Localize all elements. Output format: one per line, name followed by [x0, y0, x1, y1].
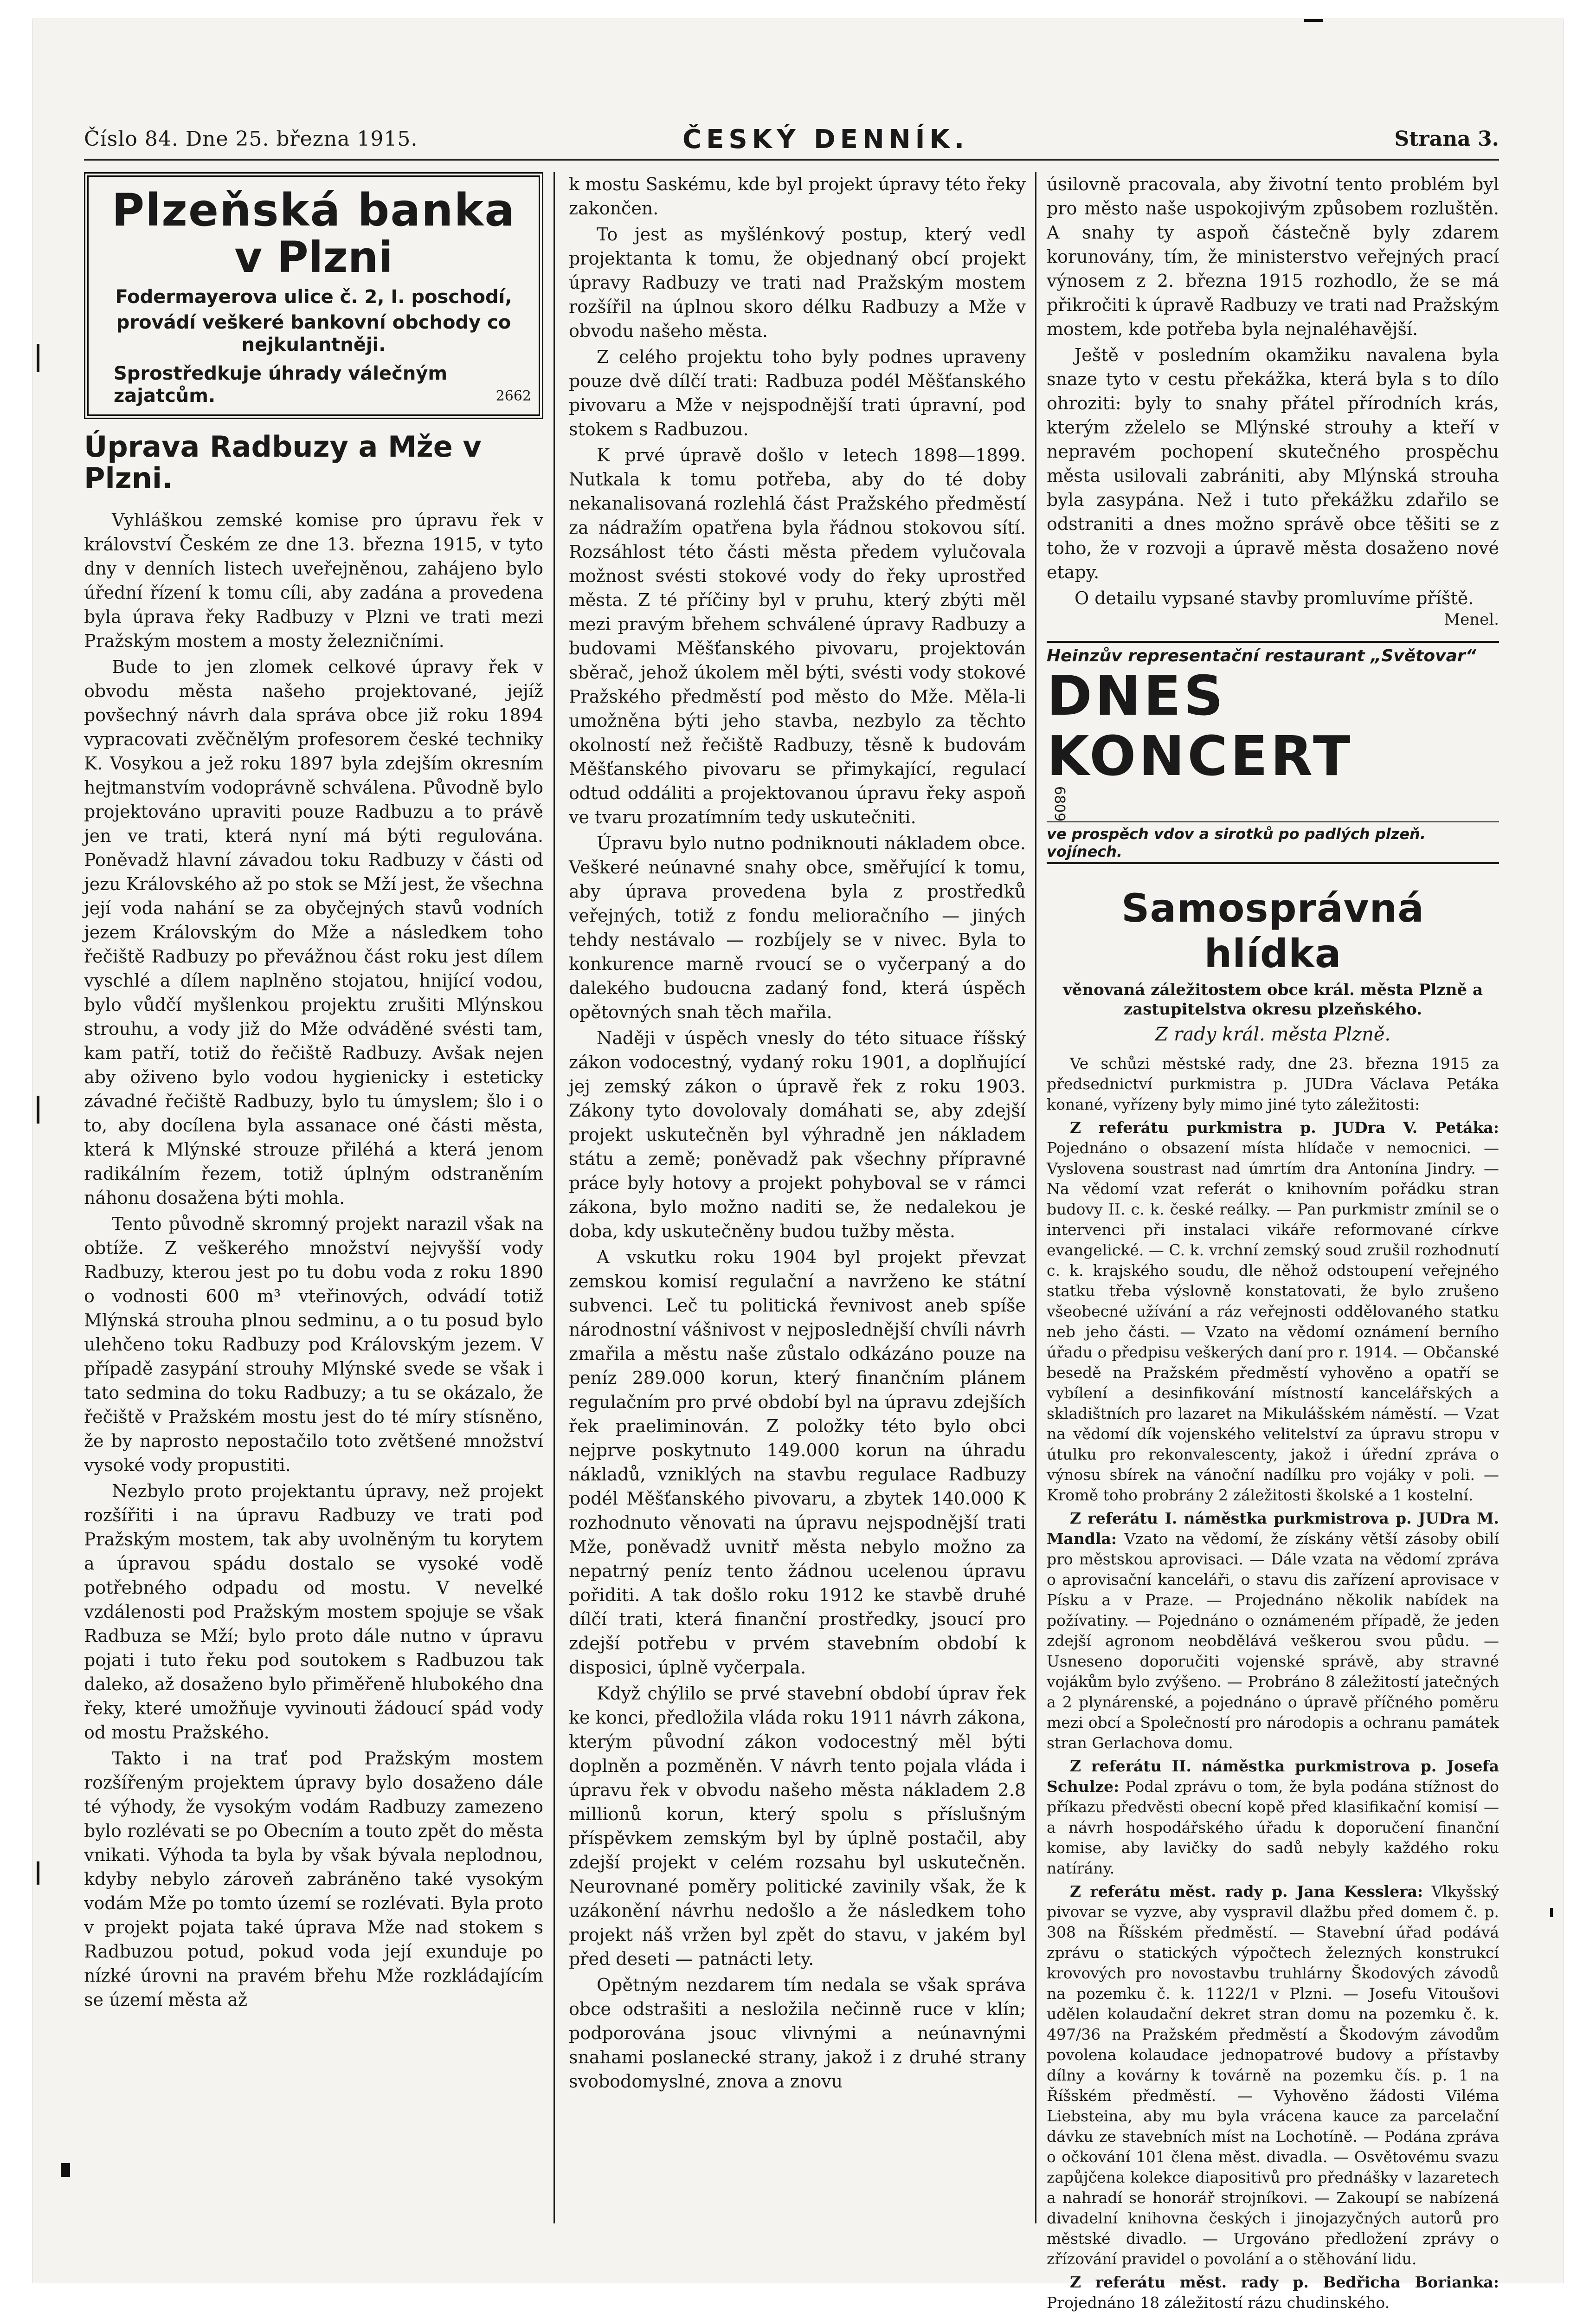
paragraph: k mostu Saskému, kde byl projekt úpravy této řeky zakončen.	[569, 174, 1026, 219]
paragraph: Naději v úspěch vnesly do této situace říšský zákon vodocestný, vydaný roku 1901, a doplňující jej zemský zákon o úpravě řek z roku 1903. Zákony tyto dovolovaly domáhati se, aby zdejší projekt uskutečněn byl výhradně jen nákladem státu a země; poněvadž pak všechny přípravné práce byly hotovy a projekt pohyboval se v rámci zákona, bylo možno naditi se, že nedalekou je doba, kdy uskutečněny budou tužby města.	[569, 1028, 1026, 1241]
author-signature: Menel.	[1444, 610, 1499, 629]
paragraph: Tento původně skromný projekt narazil však na obtíže. Z veškerého množství nejvyšší vody Radbuzy, kterou jest po tu dobu voda z roku 1890 o vodnosti 600 m³ vteřinových, odvádí totiž Mlýnská strouha plnou sedminu, a o tu posud bylo ulehčeno toku Radbuzy pod Královským jezem. V případě zasypání strouhy Mlýnské svede se však i tato sedmina do toku Radbuzy; a tu se okázalo, že řečiště v Pražském mostu jest do té míry stísněno, že by naprosto nepostačilo toto zvětšené množství vysoké vody propustiti.	[84, 1214, 543, 1475]
bank-advertisement	[84, 172, 543, 419]
ad-number: 6809	[1051, 786, 1068, 822]
restaurant-name: Heinzův representační restaurant „Světovar“	[1047, 646, 1476, 665]
scan-edge-mark	[1550, 1908, 1553, 1917]
report-paragraph: Z referátu měst. rady p. Jana Kesslera: Vlkyšský pivovar se vyzve, aby vyspravil dlažbu před domem č. p. 308 na Říšském předměstí. — Stavební úřad podává zprávu o statických výpočtech železných konstrukcí krovových pro novostavbu truhlárny Škodových závodů na pozemku č. k. 1122/1 v Plzni. — Josefu Vitoušovi udělen kolaudační dekret stran domu na pozemku č. k. 497/36 na Pražském předměstí a Škodovým závodům povolena kolaudace jednopatrové budovy a přístavby dílny a kovárny k továrně na pozemku čís. p. 1 na Říšském předměstí. — Vyhověno žádosti Viléma Liebsteina, aby mu byla vrácena kauce za parcelační dávku ze stavebních míst na Lochotíně. — Podána zpráva o očkování 101 člena měst. divadla. — Osvětovému svazu zapůjčena kolekce diapositivů pro přednášky v lazaretech a nahradí se honorář strojníkovi. — Zakoupí se nabízená divadelní knihovna českých i jinojazyčných autorů pro městské divadlo. — Urgováno předložení zprávy o zřízování pravidel o povolání a o stěhování lidu.	[1047, 1882, 1499, 2268]
scan-edge-mark	[37, 1861, 39, 1885]
paragraph: Nezbylo proto projektantu úpravy, než projekt rozšířiti i na úpravu Radbuzy ve trati pod Pražským mostem, tak aby uvolněným tu korytem a úpravou spádu dostalo se vysoké vodě potřebného odpadu od mostu. V nevelké vzdálenosti pod Pražským mostem spojuje se však Radbuza se Mží; bylo proto dále nutno v úpravu pojati i tuto řeku pod soutokem s Radbuzou tak daleko, až dosaženo bylo přiměřeně hlubokého dna řeky, které umožňuje vyvinouti žádoucí spád vody od mostu Pražského.	[84, 1481, 543, 1743]
paragraph: O detailu vypsané stavby promluvíme příště.	[1075, 588, 1474, 608]
paragraph: Úpravu bylo nutno podniknouti nákladem obce. Veškeré neúnavné snahy obce, směřující k tomu, aby úprava provedena byla z prostředků veřejných, totiž z fondu melioračního — jiných tehdy nestávalo — rozbíjely se v nivec. Byla to konkurence marně rvoucí se o vyčerpaný a do dalekého budoucna zadaný fond, která úspěch opětovných snah těch mařila.	[569, 833, 1026, 1022]
paragraph: Když chýlilo se prvé stavební období úprav řek ke konci, předložila vláda roku 1911 návrh zákona, kterým původní zákon vodocestný měl býti doplněn a pozměněn. V návrh tento pojala vláda i úpravu řek v obvodu našeho města nákladem 2.8 millionů korun, který spolu s příslušným příspěvkem zemským byl by úplně postačil, aby zdejší projekt v celém rozsahu byl uskutečněn. Neurovnané poměry politické zavinily však, že k uzákonění návrhu nedošlo a že následkem toho projekt náš vržen byl zpět do stavu, v jakém byl před deseti — patnácti lety.	[569, 1683, 1026, 1969]
council-report	[1047, 1053, 1499, 2313]
paragraph: Opětným nezdarem tím nedala se však správa obce odstrašiti a nesložila nečinně ruce v klín; podporována jsouc vlivnými a neúnavnými snahami poslanecké strany, jakož i z druhé strany svobodomyslné, znova a znovu	[569, 1975, 1026, 2092]
report-paragraph: Z referátu II. náměstka purkmistrova p. Josefa Schulze: Podal zprávu o tom, že byla podána stížnost do příkazu předvěsti obecní kopě před klasifikační komisí — a návrh hospodářského úřadu k doporučení finanční komise, aby lavičky do sadů nebyly každého roku natírány.	[1047, 1757, 1499, 1878]
paragraph: A vskutku roku 1904 byl projekt převzat zemskou komisí regulační a navrženo ke státní subvenci. Leč tu politická řevnivost aneb spíše národnostní vášnivost v nejposlednější chvíli návrh zmařila a městu naše zůstalo odkázáno pouze na peníz 289.000 korun, který finančním plánem regulačním pro prvé období byl na úpravu zdejších řek praeliminován. Z položky této bylo obci nejprve poskytnuto 149.000 korun na úhradu nákladů, vzniklých na stavbu regulace Radbuzy podél Měšťanského pivovaru, a zbytek 140.000 K rozhodnuto věnovati na úpravu nejspodnější trati Mže, poněvadž uvnitř města nebylo možno za nepatrný peníz tento žádnou ucelenou úpravu pořiditi. A tak došlo roku 1912 ke stavbě druhé dílčí trati, která finanční prostředky, jsoucí pro zdejší potřebu v prvém stavebním období k disposici, úplně vyčerpala.	[569, 1247, 1026, 1678]
scan-edge-mark	[1304, 19, 1323, 22]
ad-number: 2662	[496, 388, 531, 404]
column-2	[569, 172, 1026, 2237]
article-body-continued	[569, 172, 1026, 2093]
paragraph: úsilovně pracovala, aby životní tento problém byl pro město naše uspokojivým způsobem rozluštěn. A snahy ty aspoň částečně byly zdarem korunovány, tím, že ministerstvo veřejných prací výnosem z 2. března 1915 rozhodlo, že se má přikročiti k úpravě Radbuzy ve trati nad Pražským mostem, kde potřeba byla nejnaléhavější.	[1047, 174, 1499, 339]
bank-name: Plzeňská banka	[111, 184, 516, 236]
page-header	[84, 119, 1499, 161]
bank-city: v Plzni	[234, 233, 393, 282]
section-subheading: Z rady král. města Plzně.	[1155, 1024, 1391, 1046]
scan-edge-mark	[37, 1096, 39, 1124]
paragraph: Bude to jen zlomek celkové úpravy řek v obvodu města našeho projektované, jejíž povšechný návrh dala správa obce již roku 1894 vypracovati zvěčnělým profesorem české techniky K. Vosykou a jež roku 1897 byla zdejším okresním hejtmanstvím vodoprávně schválena. Původně bylo projektováno upraviti pouze Radbuzu a to právě jen ve trati, která nyní má býti regulována. Poněvadž hlavní závadou toku Radbuzy v části od jezu Královského až po stok se Mží jest, že všechna její voda nahání se za obyčejných stavů vodních jezem Královským do Mže a následkem toho řečiště Radbuzy po převážnou část roku jest dílem vyschlé a dílem naplněno stojatou, hnijící vodou, bylo vůdčí myšlenkou projektu zrušiti Mlýnskou strouhu, a vody již do Mže odváděné svésti tam, kam patří, totiž do řečiště Radbuzy. Avšak nejen aby oživeno bylo vodou hygienicky i esteticky závadné řečiště Radbuzy, bylo tu úmyslem; šlo i o to, aby docílena byla assanace oné části města, která k Mlýnské strouze přiléhá a která jenom radikálním řezem, totiž úplným odstraněním náhonu dosažena býti mohla.	[84, 657, 543, 1208]
bank-address: Fodermayerova ulice č. 2, I. poschodí,	[115, 286, 512, 308]
page-number: Strana 3.	[1394, 127, 1499, 151]
paragraph: K prvé úpravě došlo v letech 1898—1899. Nutkala k tomu potřeba, aby do té doby nekanalisovaná rozlehlá část Pražského předměstí za nádražím opatřena byla řádnou stokovou sítí. Rozsáhlost této části města předem vylučovala možnost svésti stokové vody do řeky uprostřed města. Z té příčiny byl v pruhu, který zbýti měl mezi pravým břehem schválené úpravy Radbuzy a budovami Měšťanského pivovaru, projektován sběrač, jehož úkolem měl býti, svésti vody stokové Pražského předměstí pod město do Mže. Měla-li umožněna býti jeho stavba, nezbylo za těchto okolností než řečiště Radbuzy, těsně k budovám Měšťanského pivovaru se přimykající, regulací odtud oddáliti a projektovanou úpravu řeky aspoň ve tvaru prozatímním tedy uskutečniti.	[569, 445, 1026, 827]
restaurant-advertisement	[1047, 641, 1499, 864]
issue-date: Číslo 84. Dne 25. března 1915.	[84, 127, 418, 151]
bank-services: provádí veškeré bankovní obchody co nejkulantněji.	[116, 312, 511, 355]
article-headline: Úprava Radbuzy a Mže v Plzni.	[84, 430, 482, 495]
bank-pow-note: Sprostředkuje úhrady válečným zajatcům.	[114, 363, 448, 407]
paragraph: Z celého projektu toho byly podnes upraveny pouze dvě dílčí trati: Radbuza podél Měšťanského pivovaru a Mže v nejspodnější trati úpravní, pod stokem s Radbuzou.	[569, 347, 1026, 439]
section-title: Samosprávná hlídka	[1121, 885, 1424, 977]
column-rule	[553, 172, 555, 2223]
report-paragraph: Ve schůzi městské rady, dne 23. března 1915 za předsednictví purkmistra p. JUDra Václava Petáka konané, vyřízeny byly mimo jiné tyto záležitosti:	[1047, 1054, 1499, 1114]
scan-edge-mark	[37, 344, 39, 372]
column-3	[1047, 172, 1499, 2312]
scan-edge-mark	[61, 2163, 70, 2177]
paragraph: To jest as myšlénkový postup, který vedl projektanta k tomu, že objednaný obcí projekt úpravy Radbuzy ve trati nad Pražským mostem rozšířil na úplnou skoro délku Radbuzy a Mže v obvodu našeho města.	[569, 224, 1026, 341]
column-1	[84, 172, 543, 2237]
masthead-title: ČESKÝ DENNÍK.	[682, 124, 969, 155]
section-subtitle: věnovaná záležitostem obce král. města Plzně a zastupitelstva okresu plzeňského.	[1063, 981, 1483, 1019]
newspaper-page	[32, 19, 1564, 2312]
paragraph: Ještě v posledním okamžiku navalena byla snaze tyto v cestu překážka, která byla s to dílo ohroziti: byly to snahy přátel přírodních krás, kterým zželelo se Mlýnské strouhy a kteří v nepravém pochopení skutečného prospěchu města usilovali zabrániti, aby Mlýnská strouha byla zasypána. Než i tuto překážku zdařilo se odstraniti a dnes možno správě obce těšiti se z toho, že v rozvoji a úpravě města dosaženo nové etapy.	[1047, 345, 1499, 582]
concert-headline: DNES KONCERT	[1047, 664, 1353, 788]
report-paragraph: Z referátu purkmistra p. JUDra V. Petáka: Pojednáno o obsazení místa hlídače v nemocnici. — Vyslovena soustrast nad úmrtím dra Antonína Jindry. — Na vědomí vzat referát o knihovním pořádku stran budovy II. c. k. české reálky. — Pan purkmistr zmínil se o intervenci při instalaci vikáře reformované církve evangelické. — C. k. vrchní zemský soud zrušil rozhodnutí c. k. krajského soudu, dle něhož odstoupení veřejného statku třeba výslovně konstatovati, že bylo zrušeno všeobecné užívání a ráz veřejnosti oddělovaného statku neb jeho části. — Vzato na vědomí oznámení berního úřadu o předpisu veškerých daní pro r. 1914. — Občanské besedě na Pražském předměstí vyhověno a opatří se vybílení a desinfikování místností kancelářských a skladištních pro lazaret na Mikulášském náměstí. — Vzat na vědomí dík vojenského velitelství za úpravu stropu v útulku pro rekonvalescenty, jakož i úřední zpráva o výnosu sbírek na vánoční nadílku pro vojáky v poli. — Kromě toho probrány 2 záležitosti školské a 1 kostelní.	[1047, 1118, 1499, 1505]
concert-purpose: ve prospěch vdov a sirotků po padlých plzeň. vojínech.	[1047, 821, 1499, 860]
paragraph: Takto i na trať pod Pražským mostem rozšířeným projektem úpravy bylo dosaženo dále té výhody, že vysokým vodám Radbuzy zamezeno bylo rozlévati se po Obecním a touto zpět do města vnikati. Výhoda ta byla by však bývala neplodnou, kdyby nebylo zároveň zabráněno také vysokým vodám Mže po tomto území se rozlévati. Byla proto v projekt pojata také úprava Mže nad stokem s Radbuzou potud, pokud voda její exunduje po nízké úrovni na pravém břehu Mže rozkládajícím se území města až	[84, 1748, 543, 2010]
report-paragraph: Z referátu měst. rady p. Bedřicha Borianka: Projednáno 18 záležitostí rázu chudinského.	[1047, 2273, 1499, 2312]
article-body	[84, 508, 543, 2012]
report-paragraph: Z referátu I. náměstka purkmistrova p. JUDra M. Mandla: Vzato na vědomí, že získány větší zásoby obilí pro městskou aprovisaci. — Dále vzata na vědomí zpráva o aprovisační kanceláři, o stavu dis zařízení aprovisace v Písku a v Praze. — Projednáno několik nabídek na požívatiny. — Pojednáno o oznámeném případě, že jeden zdejší agronom neobdělává veškerou svou půdu. — Usneseno doporučiti vojenské správě, aby stravné vojákům bylo zvýšeno. — Probráno 8 záležitostí jatečných a 2 plynárenské, a pojednáno o úpravě příčného poměru mezi obcí a Společností pro národopis a ochranu památek stran Gerlachova domu.	[1047, 1509, 1499, 1752]
article-body-end	[1047, 172, 1499, 629]
paragraph: Vyhláškou zemské komise pro úpravu řek v království Českém ze dne 13. března 1915, v tyto dny v denních listech uveřejněnou, zahájeno bylo úřední řízení k tomu cíli, aby zadána a provedena byla úprava řeky Radbuzy v Plzni ve trati mezi Pražským mostem a mosty železničními.	[84, 510, 543, 651]
column-rule	[1035, 172, 1036, 2223]
